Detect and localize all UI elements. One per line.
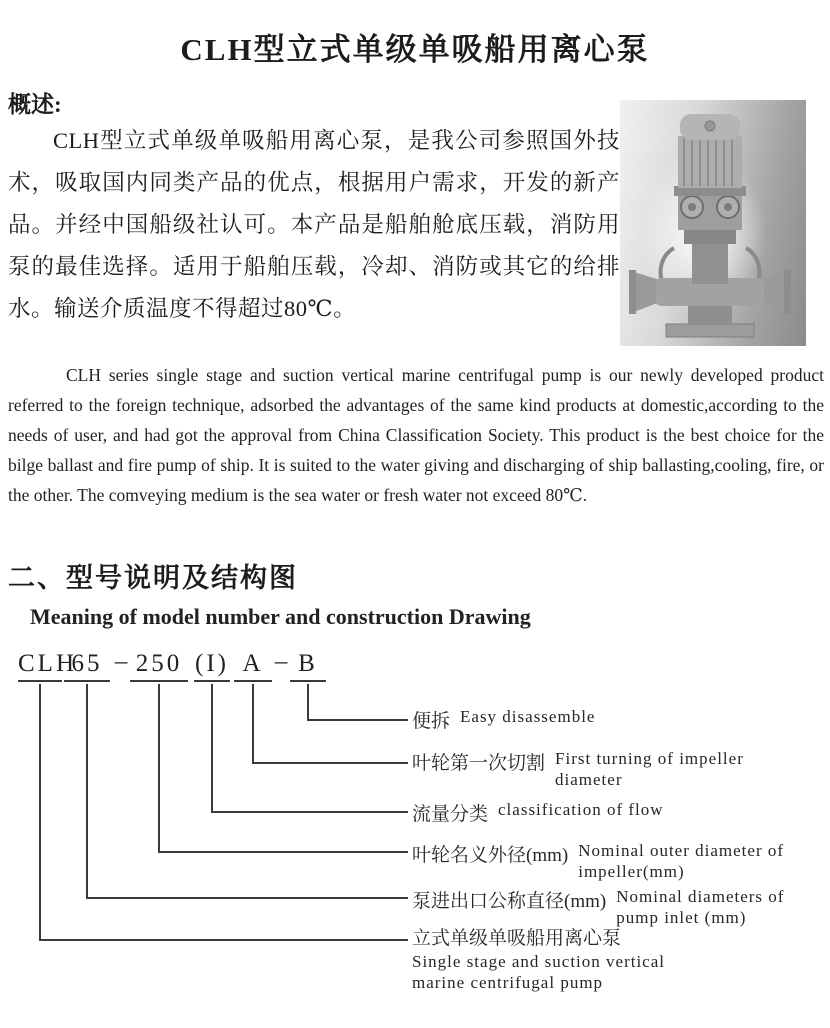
label-en: Nominal diameters of pump inlet (mm): [616, 887, 785, 927]
label-en: classification of flow: [498, 800, 664, 819]
overview-paragraph-en: CLH series single stage and suction vertical marine centrifugal pump is our newly developed product referred to the foreign technique, adsorbed the advantages of the same kind products at domestic,according to the needs of user, and had got the approval from China Classification Society. This product is the best choice for the bilge ballast and fire pump of ship. It is suited to the water giving and discharging of ship ballasting,cooling, fire, or the other. The comveying medium is the sea water or fresh water not exceed 80℃.: [8, 365, 824, 505]
model-dash: –: [114, 648, 128, 675]
overview-paragraph-cn: CLH型立式单级单吸船用离心泵，是我公司参照国外技术，吸取国内同类产品的优点，根据用户需求，开发的新产品。并经中国船级社认可。本产品是船舶舱底压载，消防用泵的最佳选择。适用于船舶压载，冷却、消防或其它的给排水。输送介质温度不得超过80℃。: [8, 128, 620, 321]
label-flow-classification: [412, 799, 664, 826]
label-en: Easy disassemble: [460, 707, 596, 726]
label-cn: 流量分类: [412, 804, 489, 825]
overview-heading: 概述:: [8, 92, 62, 117]
section-heading-cn: 二、型号说明及结构图: [8, 563, 298, 593]
model-token-flow: (I): [194, 650, 230, 682]
label-cn: 泵进出口公称直径(mm): [412, 891, 607, 912]
label-cn: 立式单级单吸船用离心泵: [412, 928, 622, 949]
model-token-series: CLH: [18, 650, 62, 682]
model-token-diameter: 250: [130, 650, 188, 682]
label-en: First turning of impeller diameter: [555, 749, 744, 789]
model-token-easy: B: [290, 650, 326, 682]
label-en: Nominal outer diameter of impeller(mm): [578, 841, 785, 881]
label-pump-type: [412, 926, 665, 993]
model-dash: –: [274, 648, 288, 675]
pump-photo: [620, 100, 806, 346]
label-cn: 叶轮第一次切割: [412, 753, 546, 774]
label-pump-inlet: [412, 886, 784, 928]
label-first-turning: [412, 748, 744, 790]
section-heading-en: Meaning of model number and construction Drawing: [30, 604, 531, 629]
model-token-inlet: 65: [64, 650, 110, 682]
model-token-cut: A: [234, 650, 272, 682]
label-en: Single stage and suction vertical marine centrifugal pump: [412, 952, 665, 992]
label-impeller-diameter: [412, 840, 784, 882]
label-cn: 便拆: [412, 711, 451, 732]
page-title: CLH型立式单级单吸船用离心泵: [180, 32, 650, 67]
label-cn: 叶轮名义外径(mm): [412, 845, 569, 866]
pump-illustration: [620, 100, 806, 346]
label-easy-disassemble: [412, 706, 595, 733]
